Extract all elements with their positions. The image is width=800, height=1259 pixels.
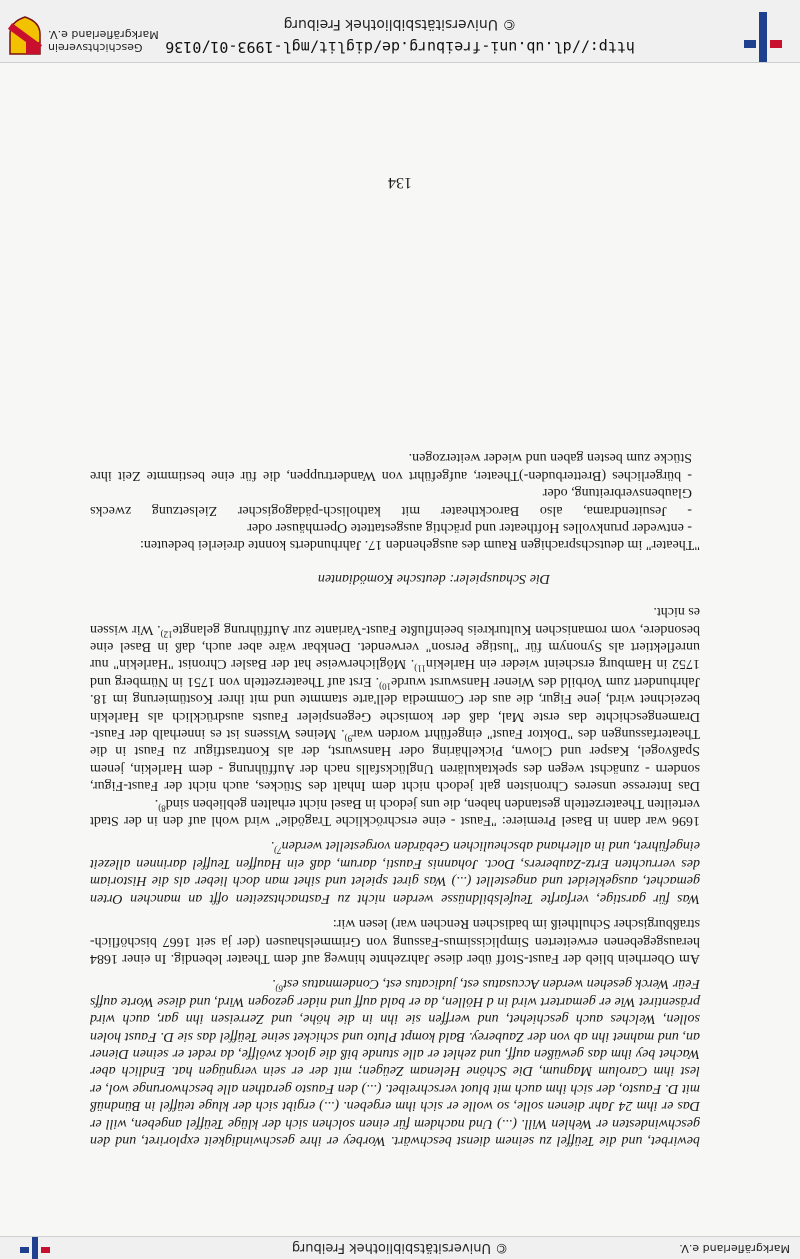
footnote-ref: 12) <box>160 629 173 640</box>
org-name <box>48 28 198 54</box>
top-footer-strip <box>0 1236 800 1259</box>
list-item: - Jesuitendrama, also Barocktheater mit katholisch-pädagogischer Zielsetzung zwecks Glaubensverbreitung, oder <box>90 485 692 518</box>
list-item: - bürgerliches (Bretterbuden-)Theater, aufgeführt von Wandertruppen, die für eine bestimmte Zeit ihre Stücke zum besten gaben und wieder weiterzogen. <box>90 450 692 483</box>
paragraph-text: Das Interesse unseres Chronisten galt jedoch nicht dem Inhalt des Stückes, auch nicht der Faust-Figur, sondern - zunächst wegen des spektakulären Unglücksfalls nach der Aufführung - dem Harlekin, jenem Spaßvogel, Kasper und Clown, Pickelhäring oder Hanswurst, der als Kontrastfigur zu Faust in die Theaterfassungen des "Doktor Faust" eingeführt worden war <box>90 726 700 794</box>
list-item: - entweder prunkvolles Hoftheater und prächtig ausgestattete Opernhäuser oder <box>247 520 692 535</box>
paragraph-text: Meines Wissens ist es innerhalb der Faust-Dramengeschichte das erste Mal, daß der komische Gegenspieler Fausts ausdrücklich als Harlekin bezeichnet wird, jene Figur, die aus der Commedia dell'arte stammte und mit ihrer Kostümierung im 18. Jahrhundert zum Vorbild des Wiener Hanswurst wurde <box>89 673 700 742</box>
paragraph: 1696 war dann in Basel Premiere: "Faust - eine erschröckliche Tragödie" wird wohl auf den in der Stadt verteilten Theaterzetteln gestanden haben, die uns jedoch in Basel nicht erhalten geblieben sind$^{8)}$. <box>90 795 700 829</box>
page-text <box>90 449 700 1149</box>
paragraph-text: . Möglicherweise hat der Basler Chronist "Harlekin" nur unreflektiert als Synonym für "lustige Person" verwendet. Denkbar wäre aber auch, daß in Basel eine besondere, vom romanischen Kulturkreis beeinflußte Faust-Variante zur Aufführung gelangte <box>90 621 700 672</box>
paragraph-text: 1696 war dann in Basel Premiere: "Faust - eine erschröckliche Tragödie" wird wohl auf den in der Stadt verteilten Theaterzetteln gestanden haben, die uns jedoch in Basel nicht erhalten geblieben sind <box>90 795 700 829</box>
section-heading: Die Schauspieler: deutsche Komödianten <box>317 570 550 586</box>
paragraph: Das Interesse unseres Chronisten galt jedoch nicht dem Inhalt des Stückes, auch nicht der Faust-Figur, sondern - zunächst wegen des spektakulären Unglücksfalls nach der Aufführung - dem Harlekin, jenem Spaßvogel, Kasper und Clown, Pickelhäring oder Hanswurst, der als Kontrastfigur zu Faust in die Theaterfassungen des "Doktor Faust" eingeführt worden war$^{9)}$. Meines Wissens ist es innerhalb der Faust-Dramengeschichte das erste Mal, daß der komische Gegenspieler Fausts ausdrücklich als Harlekin bezeichnet wird, jene Figur, die aus der Commedia dell'arte stammte und mit ihrer Kostümierung im 18. Jahrhundert zum Vorbild des Wiener Hanswurst wurde$^{10)}$. Erst auf Theaterzetteln von 1751 in Nürnberg und 1752 in Hamburg erscheint wieder ein Harlekin$^{11)}$. Möglicherweise hat der Basler Chronist "Harlekin" nur unreflektiert als Synonym für "lustige Person" verwendet. Denkbar wäre aber auch, daß in Basel eine besondere, vom romanischen Kulturkreis beeinflußte Faust-Variante zur Aufführung gelangte$^{12)}$. Wir wissen es nicht. <box>89 604 700 794</box>
copyright-text: © Universitätsbibliothek Freiburg <box>283 16 517 32</box>
footnote-ref: 6) <box>275 984 284 994</box>
org-name-line: Markgräflerland e.V. <box>48 28 159 41</box>
paragraph: "Theater" im deutschsprachigen Raum des ausgehenden 17. Jahrhunderts konnte dreierlei bedeuten: <box>140 537 700 553</box>
coat-of-arms-icon <box>8 16 42 56</box>
document-url-link[interactable]: http://dl.ub.uni-freiburg.de/diglit/mgl-1993-01/0136 <box>165 38 635 56</box>
university-logo-icon <box>20 1237 50 1259</box>
partial-org-text: Markgräflerland e.V. <box>679 1242 790 1255</box>
footnote-ref: 9) <box>344 733 353 744</box>
quote-text: Was für garstige, verfarfte Teufelsbildnüsse werden nicht zu Fastnachtszeiten offt an manchen Orten gemachet, ausgekleidet und angestellet (...) Was giret spielet und sihet man doch lieber als die Historiam des verruchten Ertz-Zauberers, Doct. Johannis Fausti, darum, daß ein Hauffen Teuffel darinnen allezeit eingeführet, und in allerhand abscheulichen Gebärden vorgestellet werden <box>90 838 700 906</box>
footnote-ref: 10) <box>379 681 392 692</box>
footer-bar <box>0 0 800 63</box>
partial-copyright-text: © Universitätsbibliothek Freiburg <box>291 1240 509 1255</box>
paragraph-text: . Erst auf Theaterzetteln von 1751 in Nürnberg und 1752 in Hamburg erscheint wieder ein Harlekin <box>90 656 700 689</box>
quote-text: bewirbet, und die Teüffel zu seinem dienst beschwärt. Worbey er ihre geschwindigkeit exploriret, und den geschwindesten er Wehlen Will. (...) Und nachdem für einen solchen sich der klüge Teüffel angeben, will er Das er ihm 24 Jahr dienen solle, so wolle er sich ihm ergeben. (...) ergibt sich der kluge teüffel in Bündnüß mit D. Fausto, der sich ihm auch mit bluot verschreibet. (...) den Fausto gerathen alle beschworunge wol, er lest ihm Carolum Magnum, Die Schöne Helenam Zeügen; mit der er sein vergnügen hat. Endlich aber Wachet bey ihm das gewüßen auff, und zehlet er alle stunde biß die glock zwölffe, da redet er seinen Diener an, und mahnet ihn ab von der Zauberey. Bald kompt Pluto und schicket seine Teüffel das sie D. Faust holen sollen, Welches auch geschiehet, und werffen sie ihn in die höhe, und Zerreisen ihn gar, auch wird präsentiret Wie er gemartert wird in d Höllen, da er bald auff und nider gezogen Wird, und diese Worte auffs Feür Werck gesehen werden Accusatus est, judicatus est, Condemnatus est <box>90 976 700 1148</box>
quote-block-1: bewirbet, und die Teüffel zu seinem dienst beschwärt. Worbey er ihre geschwindigkeit exploriret, und den geschwindesten er Wehlen Will. (...) Und nachdem für einen solchen sich der klüge Teüffel angeben, will er Das er ihm 24 Jahr dienen solle, so wolle er sich ihm ergeben. (...) ergibt sich der kluge teüffel in Bündnüß mit D. Fausto, der sich ihm auch mit bluot verschreibet. (...) den Fausto gerathen alle beschworunge wol, er lest ihm Carolum Magnum, Die Schöne Helenam Zeügen; mit der er sein vergnügen hat. Endlich aber Wachet bey ihm das gewüßen auff, und zehlet er alle stunde biß die glock zwölffe, da redet er seinen Diener an, und mahnet ihn ab von der Zauberey. Bald kompt Pluto und schicket seine Teüffel das sie D. Faust holen sollen, Welches auch geschiehet, und werffen sie ihn in die höhe, und Zerreisen ihn gar, auch wird präsentiret Wie er gemartert wird in d Höllen, da er bald auff und nider gezogen Wird, und diese Worte auffs Feür Werck gesehen werden Accusatus est, judicatus est, Condemnatus est$^{6)}$. <box>90 976 700 1148</box>
footnote-ref: 8) <box>158 803 166 814</box>
paragraph-text: . Wir wissen es nicht. <box>89 604 700 637</box>
page-number: 134 <box>388 174 412 191</box>
org-name-line: Geschichtsverein <box>48 41 143 54</box>
footnote-ref: 7) <box>274 846 282 857</box>
paragraph: Am Oberrhein blieb der Faust-Stoff über diese Jahrzehnte hinweg auf dem Theater lebendig. In einer 1684 herausgegebenen erweiterten Simplicissimus-Fassung von Grimmelshausen (der ja seit 1667 bischöflich-straßburgischer Schultheiß im badischen Renchen war) lesen wir: <box>90 916 700 966</box>
quote-block-2: Was für garstige, verfarfte Teufelsbildnüsse werden nicht zu Fastnachtszeiten offt an manchen Orten gemachet, ausgekleidet und angestellet (...) Was giret spielet und sihet man doch lieber als die Historiam des verruchten Ertz-Zauberers, Doct. Johannis Fausti, darum, daß ein Hauffen Teuffel darinnen allezeit eingeführet, und in allerhand abscheulichen Gebärden vorgestellet werden$^{7)}$. <box>90 838 700 906</box>
footnote-ref: 11) <box>414 664 426 675</box>
